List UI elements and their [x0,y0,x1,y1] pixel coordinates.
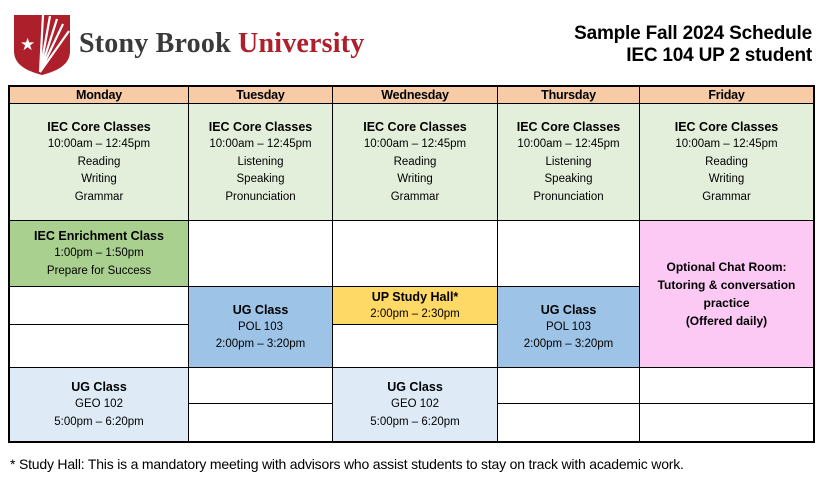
ug-class-pol-cell-tuesday [189,287,333,368]
ug-class-geo-cell-wednesday [333,368,498,441]
wordmark-primary: Stony Brook [79,28,231,59]
empty-cell [498,221,640,287]
chat-room-line: practice [703,296,750,310]
day-header-thursday: Thursday [498,87,640,104]
empty-cell [333,325,498,368]
day-header-monday: Monday [10,87,189,104]
class-title: IEC Enrichment Class [34,229,164,243]
class-time: 10:00am – 12:45pm [209,138,312,150]
class-title: UG Class [387,380,443,394]
class-time: 2:00pm – 3:20pm [215,338,306,350]
class-subject: Reading [77,155,121,168]
empty-cell [189,221,333,287]
class-time: 5:00pm – 6:20pm [370,415,460,428]
class-subject: Writing [397,173,433,185]
core-class-cell-monday [10,104,189,221]
class-time: 5:00pm – 6:20pm [54,415,144,428]
class-title: IEC Core Classes [208,120,313,134]
class-subject: Pronunciation [533,190,604,203]
class-title: IEC Core Classes [363,120,467,134]
chat-room-line: Optional Chat Room: [666,260,787,274]
title-line-1: Sample Fall 2024 Schedule [574,23,812,44]
empty-cell [498,368,640,404]
class-time: 10:00am – 12:45pm [47,138,151,150]
empty-cell [640,404,813,441]
class-subject: Writing [708,173,745,185]
class-title: IEC Core Classes [516,120,621,134]
ug-class-pol-cell-thursday [498,287,640,368]
empty-cell [189,404,333,441]
empty-cell [640,368,813,404]
class-time: 1:00pm – 1:50pm [54,247,144,259]
empty-cell [10,325,189,368]
class-time: 2:00pm – 2:30pm [370,307,460,320]
class-title: IEC Core Classes [674,120,779,134]
study-hall-footnote: * Study Hall: This is a mandatory meeting with advisors who assist students to stay on track with academic work. [10,456,684,472]
core-class-cell-tuesday [189,104,333,221]
day-header-friday: Friday [640,87,813,104]
university-wordmark [79,28,364,60]
core-class-cell-wednesday [333,104,498,221]
class-subject: Speaking [544,173,593,185]
title-line-2: IEC 104 UP 2 student [626,44,812,66]
svg-text:★: ★ [20,35,36,55]
class-title: UG Class [71,380,127,394]
class-title: UG Class [232,302,289,317]
chat-room-line: Tutoring & conversation [657,278,796,292]
study-hall-cell [333,287,498,325]
class-title: IEC Core Classes [47,120,151,134]
empty-cell [10,287,189,325]
class-course: POL 103 [238,320,283,333]
day-header-wednesday: Wednesday [333,87,498,104]
class-subject: Grammar [702,190,751,203]
weekly-schedule-table [8,85,815,443]
class-subject: Grammar [390,190,440,203]
class-subject: Pronunciation [225,190,296,203]
class-time: 10:00am – 12:45pm [363,138,467,150]
class-title: UP Study Hall* [371,289,459,304]
class-course: GEO 102 [391,398,439,410]
class-subject: Reading [705,155,748,168]
wordmark-secondary: University [238,28,365,59]
chat-room-line: (Offered daily) [685,314,768,328]
class-title: UG Class [540,302,597,317]
class-time: 10:00am – 12:45pm [517,138,620,150]
class-course: POL 103 [546,320,591,333]
core-class-cell-friday [640,104,813,221]
class-note: Prepare for Success [46,264,152,277]
chat-room-cell [640,221,813,368]
stony-brook-shield-icon [13,14,71,76]
class-subject: Listening [237,155,284,168]
class-time: 2:00pm – 3:20pm [523,338,614,350]
class-subject: Writing [81,173,117,185]
empty-cell [333,221,498,287]
class-time: 10:00am – 12:45pm [675,138,778,150]
class-course: GEO 102 [75,398,123,410]
class-subject: Reading [393,155,437,168]
enrichment-class-cell [10,221,189,287]
day-header-tuesday: Tuesday [189,87,333,104]
core-class-cell-thursday [498,104,640,221]
class-subject: Grammar [74,190,124,203]
class-subject: Listening [545,155,592,168]
empty-cell [498,404,640,441]
page-title [574,23,812,66]
empty-cell [189,368,333,404]
class-subject: Speaking [236,173,285,185]
ug-class-geo-cell-monday [10,368,189,441]
